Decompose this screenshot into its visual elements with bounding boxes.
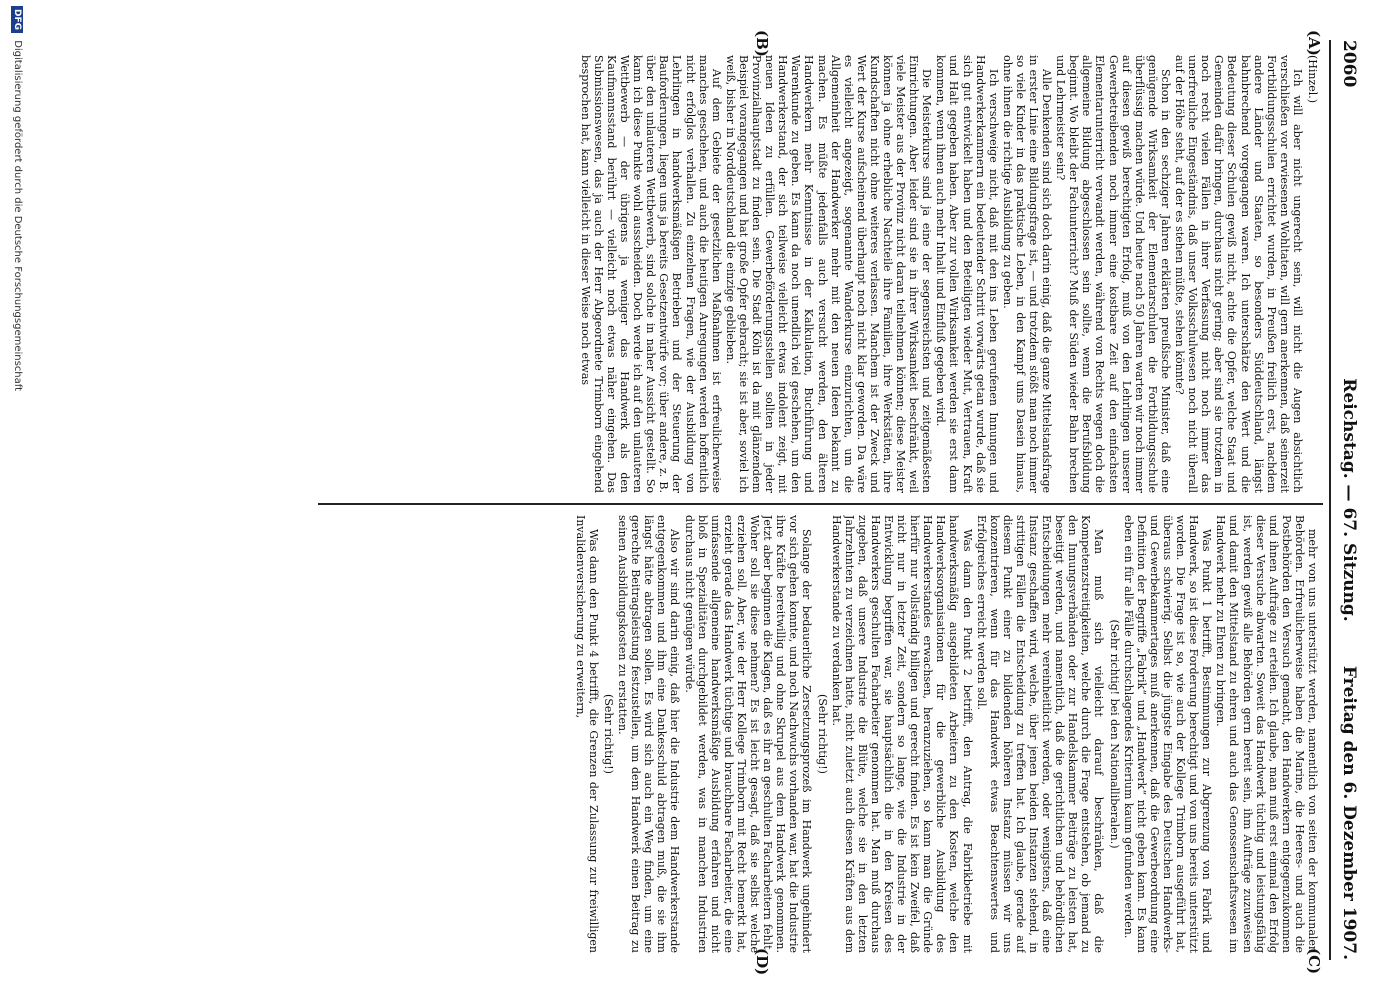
margin-marker-b: (B) xyxy=(753,30,771,57)
dfg-logo: DFG xyxy=(11,6,23,33)
interjection: (Sehr richtig!) xyxy=(815,694,829,774)
paragraph: Ich will aber nicht ungerecht sein, will nicht die Augen absichtlich verschließen vor erwiesenen Wohltaten, will gern anerkennen, daß seinerzeit Fortbildungsschulen errichtet wurden, in Preußen freilich erst, nachdem andere Länder und Staaten, so besonders Süddeutschland, längst bahnbrechend vorgegangen waren. Ich unterschätze den Wert und die Bedeutung dieser Schulen gewiß nicht, achte die Opfer, welche Staat und Gemeinden dafür bringen, durchaus nicht gering; aber sind sie trotzdem in noch recht vielen Fällen in ihrer Verfassung nicht noch immer das unerfreuliche Eingeständnis, daß unser Volksschulwesen noch nicht überall auf der Höhe steht, auf der es stehen müßte, stehen könnte? xyxy=(1173,55,1304,493)
paragraph: mehr von uns unterstützt werden, namentlich von seiten der kommunalen Behörden. Erfreulicherweise haben die Marine, die Heeres- und auch die Postbehörden den Versuch gemacht, den Handwerkern entgegenzukommen und ihnen Aufträge zu erteilen. Ich glaube, man muß erst einmal den Erfolg dieser Versuche abwarten. Soweit das Handwerk tüchtig und leistungsfähig ist, werden gewiß alle Behörden gern bereit sein, ihm Aufträge zuzuweisen und damit den Mittelstand zu ehren und auch das Genossenschaftswesen im Handwerk mehr zu Ehren zu bringen. xyxy=(1214,515,1319,953)
paragraph: Ich verschweige nicht, daß mit den ins Leben gerufenen Innungen und Handwerkerkammern ein bedeutender Schritt vorwärts getan wurde, daß sie sich gut entwickelt haben und den Beteiligten wieder Mut, Vertrauen, Kraft und Halt gegeben haben. Aber zur vollen Wirksamkeit werden sie erst dann kommen, wenn ihnen auch mehr Inhalt und Einfluß gegeben wird. xyxy=(934,55,1000,493)
speaker-name: (Hinzel.) xyxy=(1306,55,1319,104)
margin-marker-c: (C) xyxy=(1305,948,1323,975)
page-number: 2060 xyxy=(1339,40,1359,88)
interjection: (Sehr richtig!) xyxy=(602,694,616,774)
paragraph: Auf dem Gebiete der gesetzlichen Maßnahmen ist erfreulicherweise manches geschehen, und auch die heutigen Anregungen werden hoffentlich nicht erfolglos verhallen. Zu einzelnen Fragen, wie der Ausbildung von Lehrlingen in handwerksmäßigen Betrieben und der Steuerung der Bauforderungen, liegen uns ja bereits Gesetzentwürfe vor; über andere, z. B. über den unlauteren Wettbewerb, sind solche in naher Aussicht gestellt. So kann ich diese Punkte wohl ausscheiden. Doch werde ich auf den unlauteren Wettbewerb — der übrigens ja weniger das Handwerk als den Kaufmannsstand berührt — vielleicht noch etwas näher eingehen. Das Submissionswesen, das ja auch der Herr Abgeordnete Trimborn eingehend besprochen hat, kann vielleicht in dieser Weise noch etwas xyxy=(578,55,723,493)
margin-marker-a: (A) xyxy=(1305,30,1323,56)
paragraph: Also wir sind darin einig, daß hier die Industrie dem Handwerkerstande entgegenkommen und ihm eine Dankesschuld abtragen muß, die sie ihm längst hätte abtragen sollen. Es wird sich auch ein Weg finden, um eine gerechte Beitragsleistung festzustellen, um dem Handwerk einen Beitrag zu seinen Ausbildungskosten zu erstatten. xyxy=(616,515,682,953)
running-title: Reichstag. — 67. Sitzung. xyxy=(1339,378,1359,622)
paragraph: Schon in den sechziger Jahren erklärten preußische Minister, daß eine genügende Wirksamkeit der Elementarschulen die Fortbildungsschule überflüssig machen würde. Und heute nach 50 Jahren warten wir noch immer auf diesen gewiß berechtigten Erfolg, muß von den Lehrlingen unserer Gewerbetreibenden noch immer eine kostbare Zeit auf den einfachsten Elementarunterricht verwandt werden, während von Rechts wegen doch die allgemeine Bildung abgeschlossen sein sollte, wenn die Berufsbildung beginnt. Wo bleibt der Fachunterricht? Muß der Süden wieder Bahn brechen und Lehrmeister sein? xyxy=(1054,55,1172,493)
digitization-footer xyxy=(3,0,23,1000)
paragraph: Was Punkt 1 betrifft, Bestimmungen zur Abgrenzung von Fabrik und Handwerk, so ist diese Forderung berechtigt und von uns bereits unterstützt worden. Die Frage ist so, wie auch der Kollege Trimborn ausgeführt hat, überaus schwierig. Selbst die jüngste Eingabe des Deutschen Handwerks- und Gewerbekammertages muß anerkennen, daß die Gewerbeordnung eine Definition der Begriffe „Fabrik“ und „Handwerk“ nicht geben kann. Es kann eben ein für alle Fälle durchschlagendes Kriterium kaum gefunden werden. xyxy=(1121,515,1214,953)
paragraph: Was dann den Punkt 4 betrifft, die Grenzen der Zulassung zur freiwilligen Invalidenversicherung zu erweitern, xyxy=(573,515,600,953)
paragraph: Man muß sich vielleicht darauf beschränken, daß die Kompetenzstreitigkeiten, welche durch die Frage entstehen, ob jemand zu den Innungsverbänden oder zur Handelskammer Beiträge zu leisten hat, beseitigt werden, und namentlich, daß die gerichtlichen und behördlichen Entscheidungen mehr vereinheitlicht werden, oder wenigstens, daß eine Instanz geschaffen wird, welche, über jenen beiden Instanzen stehend, in strittigen Fällen die Entscheidung zu treffen hat. Ich glaube, gerade auf diesem Punkt einer zu bildenden höheren Instanz müssen wir uns konzentrieren, wenn für das Handwerk etwas Beachtenswertes und Erfolgreiches erreicht werden soll. xyxy=(974,515,1106,953)
right-column xyxy=(309,515,1319,953)
left-column xyxy=(309,55,1319,493)
paragraph: Alle Denkenden sind sich doch darin einig, daß die ganze Mittelstandsfrage in erster Linie eine Bildungsfrage ist, — und trotzdem stößt man noch immer so viele Kinder in das praktische Leben, in den Kampf ums Dasein hinaus, ohne ihnen die richtige Ausbildung zu geben. xyxy=(1000,55,1054,493)
paragraph: Was dann den Punkt 2 betrifft, den Antrag, die Fabrikbetriebe mit handwerksmäßig ausgebildeten Arbeitern zu den Kosten, welche den Handwerksorganisationen für die gewerbliche Ausbildung des Handwerkerstandes erwachsen, heranzuziehen, so kann man die Gründe hierfür nur vollständig billigen und gerecht finden. Es ist kein Zweifel, daß nicht nur in letzter Zeit, sondern so lange, wie die Industrie in der Entwicklung begriffen war, sie hauptsächlich die in den Kreisen des Handwerkers geschulten Facharbeiter genommen hat. Man muß durchaus zugeben, daß unsere Industrie die Blüte, welche sie in den letzten Jahrzehnten zu verzeichnen hatte, nicht zuletzt auch diesen Kräften aus dem Handwerkerstande zu verdanken hat. xyxy=(829,515,974,953)
paragraph: Die Meisterkurse sind ja eine der segensreichsten und zeitgemäßesten Einrichtungen. Aber leider sind sie in ihrer Wirksamkeit beschränkt, weil viele Meister aus der Provinz nicht daran teilnehmen können; diese Meister können ja ohne erhebliche Nachteile ihre Familien, ihre Werkstätten, ihre Kundschaften nicht ohne weiteres verlassen. Manchem ist der Zweck und Wert der Kurse aufscheinend überhaupt noch nicht klar geworden. Da wäre es vielleicht angezeigt, sogenannte Wanderkurse einzurichten, um die Allgemeinheit der Handwerker mehr mit den neuen Ideen bekannt zu machen. Es müßte jedenfalls auch versucht werden, den älteren Handwerkern mehr Kenntnisse in der Kalkulation, Buchführung und Warenkunde zu geben. Es kann da noch unendlich viel geschehen, um den Handwerkerstand, der sich teilweise vielleicht etwas indolent zeigt, mit neuen Ideen zu erfüllen. Gewerbeförderungsstellen sollten in jeder Provinzialhauptstadt zu finden sein. Die Stadt Köln ist da mit glänzendem Beispiel vorangegangen und hat große Opfer gebracht; sie ist aber, soviel ich weiß, bisher in Norddeutschland die einzige geblieben. xyxy=(723,55,934,493)
paragraph: Solange der bedauerliche Zersetzungsprozeß im Handwerk ungehindert vor sich gehen konnte, und noch Nachwuchs vorhanden war, hat die Industrie ihre Kräfte bereitwillig und ohne Skrupel aus dem Handwerk genommen. Jetzt aber beginnen die Klagen, daß es ihr an geschulten Facharbeitern fehlt. Woher soll sie diese nehmen? Es ist leicht gesagt, daß sie selbst welche erziehen soll. Aber, wie der Herr Kollege Trimborn mit Recht bemerkt hat, erzieht gerade das Handwerk tüchtige und brauchbare Facharbeiter, die eine umfassende allgemeine handwerksmäßige Ausbildung erfahren und nicht bloß in Spezialitäten durchgebildet werden, was in manchen Industrien durchaus nicht genügen würde. xyxy=(682,515,814,953)
session-date: Freitag den 6. Dezember 1907. xyxy=(1339,665,1359,960)
interjection: (Sehr richtig! bei den Nationalliberalen.) xyxy=(1107,619,1121,849)
margin-marker-d: (D) xyxy=(753,948,771,976)
column-divider xyxy=(318,503,1323,505)
page-header xyxy=(1329,40,1361,960)
footer-text: Digitalisierung gefördert durch die Deutsche Forschungsgemeinschaft xyxy=(12,40,23,392)
